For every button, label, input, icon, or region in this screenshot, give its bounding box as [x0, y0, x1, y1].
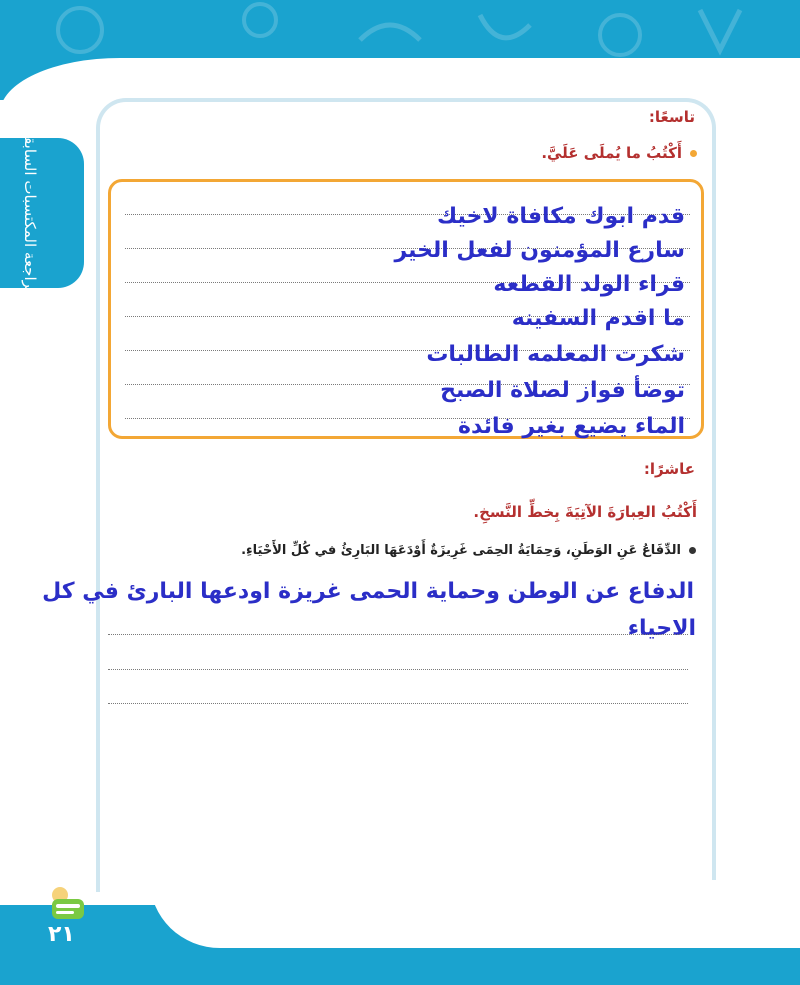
- model-sentence-row: [241, 543, 696, 558]
- dictation-line-1: قدم ابوك مكافاة لاخيك: [436, 204, 685, 229]
- dictation-line-5: شكرت المعلمه الطالبات: [426, 342, 685, 367]
- bottom-curve: [150, 880, 800, 948]
- section-9-title: تاسعًا:: [648, 108, 695, 126]
- section-9-instruction: أَكْتُبُ ما يُملَى عَلَيَّ.: [541, 144, 682, 162]
- book-logo-icon: [46, 885, 88, 923]
- copy-answer-line-1: الدفاع عن الوطن وحماية الحمى غريزة اودعها البارئ في كل: [42, 579, 694, 604]
- page-number: ٢١: [48, 922, 75, 947]
- writing-line: [108, 703, 688, 704]
- dictation-line-2: سارع المؤمنون لفعل الخير: [394, 238, 685, 263]
- writing-line: [108, 669, 688, 670]
- section-10-title: عاشرًا:: [643, 460, 695, 478]
- model-sentence: الدِّفَاعُ عَنِ الوَطَنِ، وَحِمَايَةُ الحِمَى غَرِيزَةٌ أَوْدَعَهَا البَارِئُ في كُلِّ الأَحْيَاءِ.: [241, 543, 681, 558]
- side-tab-label: مراجعة المكتسبات السابقة: [21, 129, 39, 297]
- writing-line: [108, 634, 688, 635]
- side-tab: [0, 138, 84, 288]
- dictation-line-3: قراء الولد القطعه: [493, 272, 685, 297]
- section-9-instruction-row: [541, 144, 697, 162]
- dictation-line-4: ما اقدم السفينه: [511, 306, 685, 331]
- dictation-line-7: الماء يضيع بغير فائدة: [458, 414, 685, 439]
- section-10-instruction: أَكْتُبُ العِبارَةَ الآتِيَةَ بِخطِّ النَّسخِ.: [473, 503, 697, 521]
- copy-answer-line-2: الاحياء: [627, 616, 696, 641]
- dictation-line-6: توضأ فواز لصلاة الصبح: [440, 378, 685, 403]
- bullet-icon: [690, 150, 697, 157]
- bullet-icon: [689, 547, 696, 554]
